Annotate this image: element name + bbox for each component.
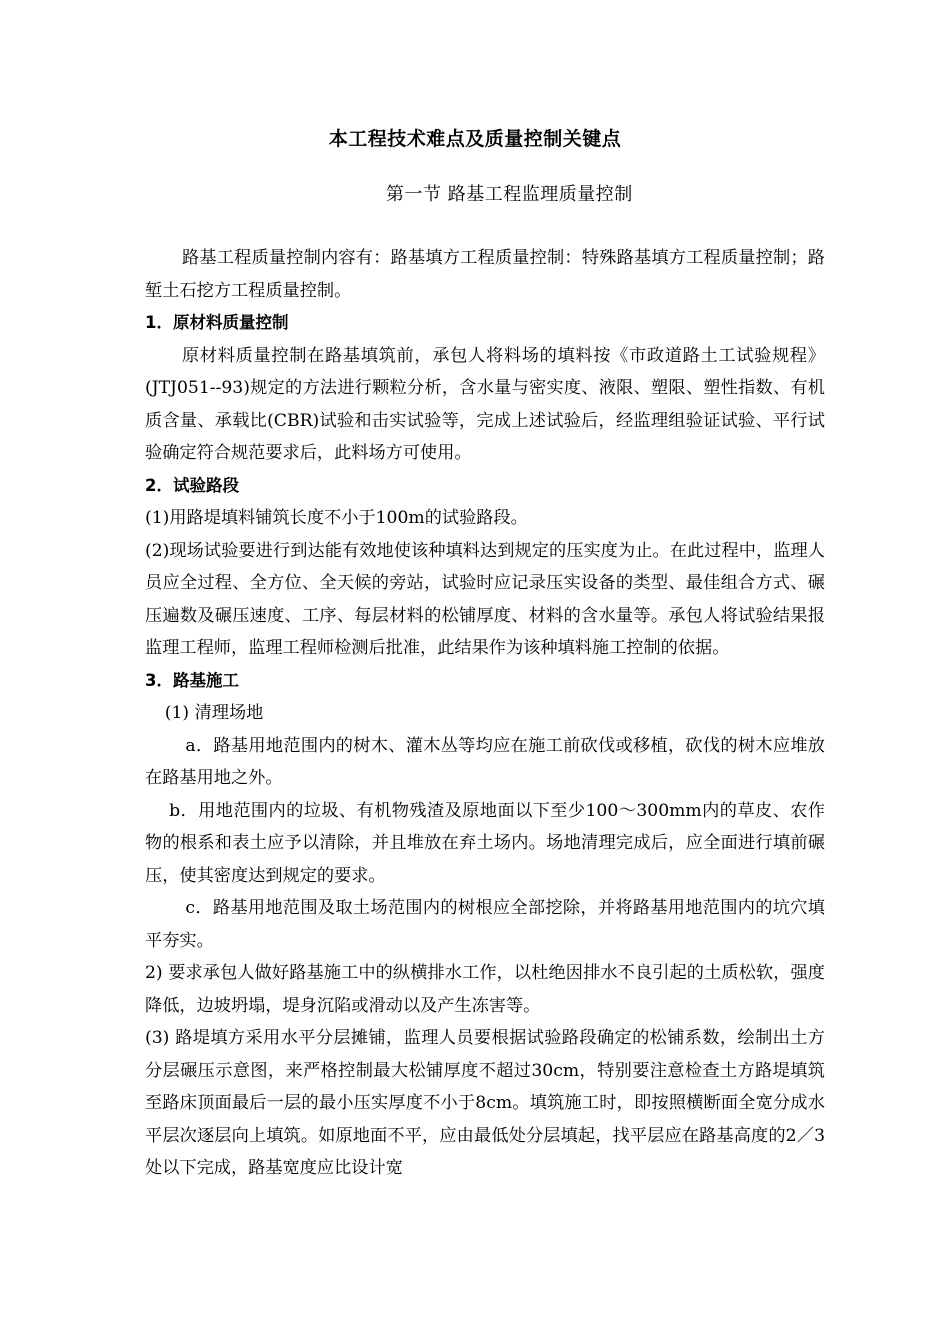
intro-paragraph: 路基工程质量控制内容有：路基填方工程质量控制：特殊路基填方工程质量控制；路堑土石挖方工程质量控制。 — [145, 248, 825, 301]
drainage-paragraph: 2) 要求承包人做好路基施工中的纵横排水工作，以杜绝因排水不良引起的土质松软，强度降低，边坡坍塌，堤身沉陷或滑动以及产生冻害等。 — [145, 963, 825, 1016]
test-section-item-1: (1)用路堤填料铺筑长度不小于100m的试验路段。 — [145, 508, 528, 528]
raw-materials-paragraph: 原材料质量控制在路基填筑前，承包人将料场的填料按《市政道路土工试验规程》(JTJ051--93)规定的方法进行颗粒分析，含水量与密实度、液限、塑限、塑性指数、有机质含量、承载比(CBR)试验和击实试验等，完成上述试验后，经监理组验证试验、平行试验确定符合规范要求后，此料场方可使用。 — [145, 345, 825, 463]
section-heading-test-section: 2．试验路段 — [145, 475, 239, 495]
embankment-fill-paragraph: (3) 路堤填方采用水平分层摊铺，监理人员要根据试验路段确定的松铺系数，绘制出土方分层碾压示意图，来严格控制最大松铺厚度不超过30cm，特别要注意检查土方路堤填筑至路床顶面最后一层的最小压实厚度不小于8cm。填筑施工时，即按照横断面全宽分成水平层次逐层向上填筑。如原地面不平，应由最低处分层填起，找平层应在路基高度的2／3处以下完成，路基宽度应比设计宽 — [145, 1028, 825, 1178]
clear-site-subheading: (1) 清理场地 — [164, 703, 264, 723]
clear-site-item-b: b．用地范围内的垃圾、有机物残渣及原地面以下至少100～300mm内的草皮、农作物的根系和表土应予以清除，并且堆放在弃土场内。场地清理完成后，应全面进行填前碾压，使其密度达到规定的要求。 — [145, 800, 825, 886]
section-heading-subgrade-construction: 3．路基施工 — [145, 670, 239, 690]
document-body — [145, 242, 825, 1185]
test-section-item-2: (2)现场试验要进行到达能有效地使该种填料达到规定的压实度为止。在此过程中，监理人员应全过程、全方位、全天候的旁站，试验时应记录压实设备的类型、最佳组合方式、碾压遍数及碾压速度、工序、每层材料的松铺厚度、材料的含水量等。承包人将试验结果报监理工程师，监理工程师检测后批准，此结果作为该种填料施工控制的依据。 — [145, 540, 825, 658]
clear-site-item-a: a．路基用地范围内的树木、灌木丛等均应在施工前砍伐或移植，砍伐的树木应堆放在路基用地之外。 — [145, 735, 825, 788]
section-subtitle: 第一节 路基工程监理质量控制 — [386, 184, 633, 205]
clear-site-item-c: c．路基用地范围及取土场范围内的树根应全部挖除，并将路基用地范围内的坑穴填平夯实。 — [145, 898, 825, 951]
document-title: 本工程技术难点及质量控制关键点 — [328, 128, 622, 150]
section-heading-raw-materials: 1．原材料质量控制 — [145, 313, 289, 332]
